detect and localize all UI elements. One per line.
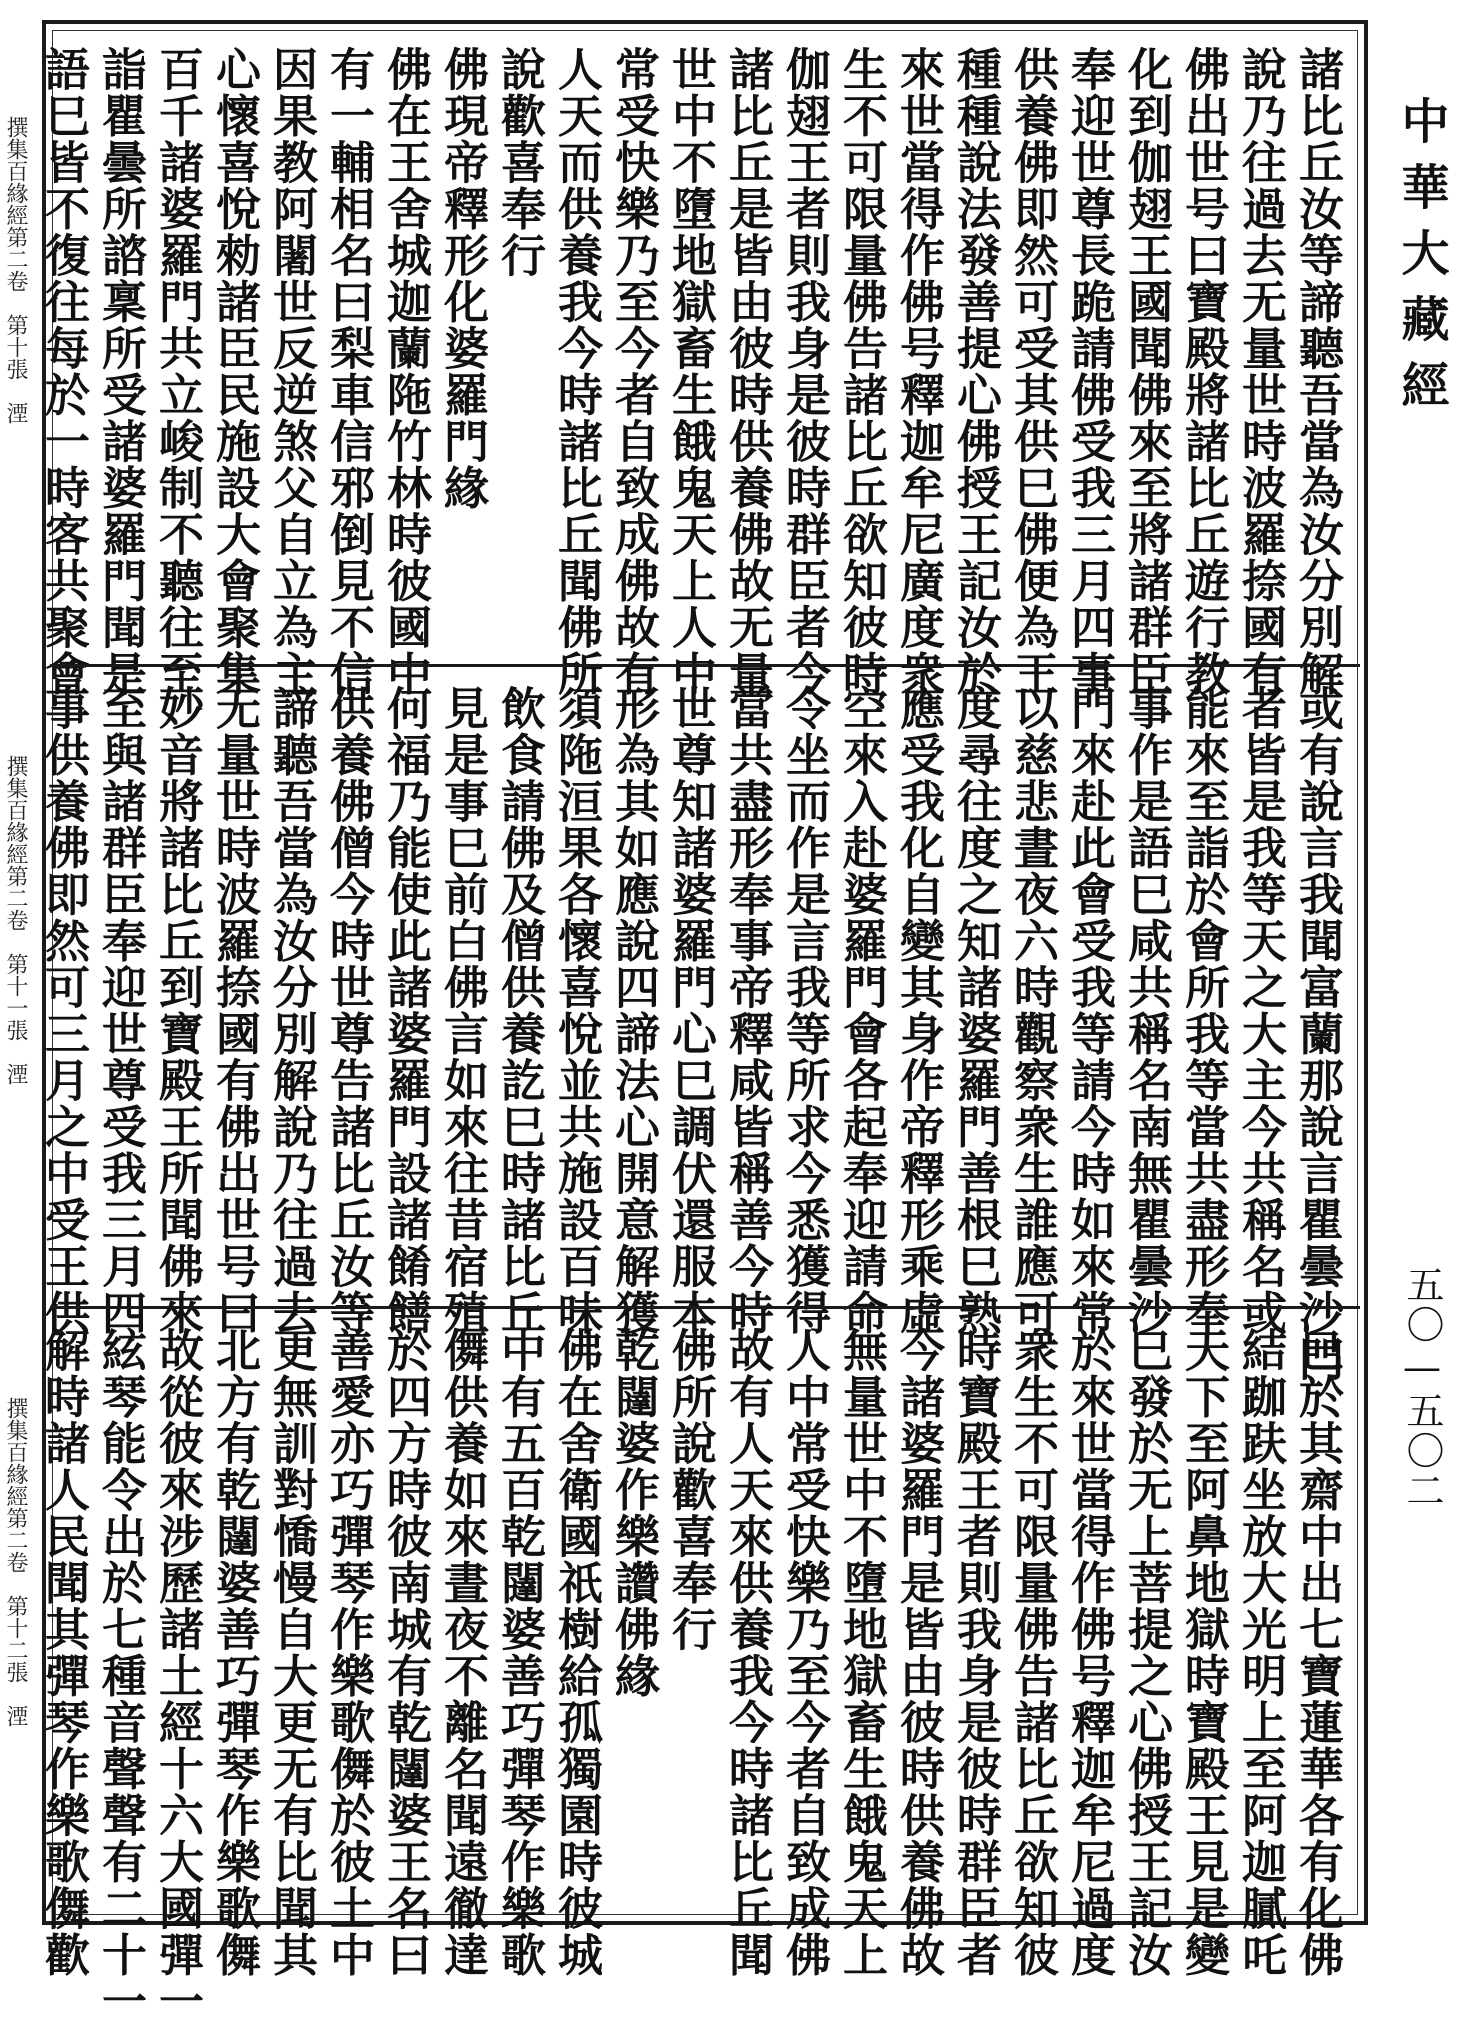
text-column: 諦聽吾當為汝分別解說乃往過去 bbox=[265, 685, 318, 1336]
text-column: 何福乃能使此諸婆羅門設諸餚饍 bbox=[379, 685, 432, 1336]
text-column: 度尋往度之知諸婆羅門善根巳熟 bbox=[949, 685, 1002, 1336]
text-column: 事作是語巳咸共稱名南無瞿曇沙 bbox=[1120, 685, 1173, 1336]
text-column: 善愛亦巧彈琴作樂歌儛於彼土中 bbox=[322, 1327, 375, 1978]
text-column: 天下至阿鼻地獄時寶殿王見是變 bbox=[1177, 1327, 1230, 1978]
text-column: 中有五百乾闥婆善巧彈琴作樂歌 bbox=[493, 1327, 546, 1978]
text-column: 巳於其齋中出七寶蓮華各有化佛 bbox=[1291, 1327, 1344, 1978]
text-column: 佛在王舍城迦蘭陁竹林時彼國中 bbox=[379, 46, 432, 697]
text-column: 詣瞿曇所諮稟所受諸婆羅門聞是 bbox=[94, 46, 147, 697]
text-column: 百千諸婆羅門共立峻制不聽往至 bbox=[151, 46, 204, 697]
text-column: 者皆是我等天之大主今共稱名或 bbox=[1234, 685, 1287, 1336]
text-column: 心懷喜悅勑諸臣民施設大會聚集 bbox=[208, 46, 261, 697]
text-column: 伽翅王者則我身是彼時群臣者今 bbox=[778, 46, 831, 697]
text-column: 諸比丘是皆由彼時供養佛故无量 bbox=[721, 46, 774, 697]
text-column: 供養佛僧今時世尊告諸比丘汝等 bbox=[322, 685, 375, 1336]
text-column: 時寶殿王者則我身是彼時群臣者 bbox=[949, 1327, 1002, 1978]
text-column: 化到伽翅王國聞佛來至將諸群臣 bbox=[1120, 46, 1173, 697]
text-column: 事供養佛即然可三月之中受王供 bbox=[37, 685, 90, 1336]
text-column: 今諸婆羅門是皆由彼時供養佛故 bbox=[892, 1327, 945, 1978]
text-column: 形為其如應說四諦法心開意解獲 bbox=[607, 685, 660, 1336]
text-column: 至與諸群臣奉迎世尊受我三月四 bbox=[94, 685, 147, 1336]
collection-title: 中華大藏經 bbox=[1393, 96, 1449, 426]
text-column: 於四方時彼南城有乾闥婆王名曰 bbox=[379, 1327, 432, 1978]
text-column: 常受快樂乃至今者自致成佛故有 bbox=[607, 46, 660, 697]
text-column: 應受我化自變其身作帝釋形乘虛 bbox=[892, 685, 945, 1336]
text-column: 以慈悲晝夜六時觀察衆生誰應可 bbox=[1006, 685, 1059, 1336]
text-column: 有一輔相名曰梨車信邪倒見不信 bbox=[322, 46, 375, 697]
text-panel-middle bbox=[3, 664, 1360, 1383]
text-column: 解時諸人民聞其彈琴作樂歌儛歡 bbox=[37, 1327, 90, 1978]
text-column: 北方有乾闥婆善巧彈琴作樂歌儛 bbox=[208, 1327, 261, 1978]
text-column: 說乃往過去无量世時波羅捺國有 bbox=[1234, 46, 1287, 697]
page-number: 五〇—五〇二 bbox=[1400, 1265, 1444, 1511]
text-column: 衆生不可限量佛告諸比丘欲知彼 bbox=[1006, 1327, 1059, 1978]
text-column: 奉迎世尊長跪請佛受我三月四事 bbox=[1063, 46, 1116, 697]
text-columns bbox=[0, 46, 1346, 697]
text-column: 諸比丘汝等諦聽吾當為汝分別解 bbox=[1291, 46, 1344, 697]
text-panel-top bbox=[3, 28, 1360, 697]
text-column: 无量世時波羅捺國有佛出世号曰 bbox=[208, 685, 261, 1336]
text-column: 當共盡形奉事帝釋咸皆稱善今時 bbox=[721, 685, 774, 1336]
text-column: 妙音將諸比丘到寶殿王所聞佛來 bbox=[151, 685, 204, 1336]
text-column: 人中常受快樂乃至今者自致成佛 bbox=[778, 1327, 831, 1978]
text-column: 絃琴能令出於七種音聲聲有二十一 bbox=[94, 1327, 147, 2025]
text-column: 更無訓對憍慢自大更无有比聞其 bbox=[265, 1327, 318, 1978]
sutra-footer-note: 撰集百緣經第二卷 第十一張 湮 bbox=[3, 755, 28, 1085]
text-column: 故從彼來涉歷諸土經十六大國彈一 bbox=[151, 1327, 204, 2025]
text-column: 生不可限量佛告諸比丘欲知彼時 bbox=[835, 46, 888, 697]
text-column: 來世當得作佛号釋迦牟尼廣度衆 bbox=[892, 46, 945, 697]
text-column: 世中不墮地獄畜生餓鬼天上人中 bbox=[664, 46, 717, 697]
text-column: 故有人天來供養我今時諸比丘聞 bbox=[721, 1327, 774, 1978]
sutra-footer-note: 撰集百緣經第二卷 第十張 湮 bbox=[3, 116, 28, 424]
text-column: 佛所說歡喜奉行 bbox=[664, 1327, 717, 1653]
text-column: 說歡喜奉行 bbox=[493, 46, 546, 279]
text-column: 佛現帝釋形化婆羅門緣 bbox=[436, 46, 489, 511]
text-column: 語巳皆不復往每於一時客共聚會 bbox=[37, 46, 90, 697]
text-column: 或有說言我聞富蘭那說言瞿曇沙門 bbox=[1291, 685, 1344, 1383]
text-column: 無量世中不墮地獄畜生餓鬼天上 bbox=[835, 1327, 888, 1978]
text-column: 乾闥婆作樂讚佛緣 bbox=[607, 1327, 660, 1699]
text-column: 須陁洹果各懷喜悅並共施設百味 bbox=[550, 685, 603, 1336]
text-column: 種種說法發善提心佛授王記汝於 bbox=[949, 46, 1002, 697]
text-column: 於來世當得作佛号釋迦牟尼過度 bbox=[1063, 1327, 1116, 1978]
text-panel-bottom bbox=[3, 1306, 1360, 2025]
text-columns bbox=[0, 1327, 1346, 2025]
text-column: 令坐而作是言我等所求今悉獲得 bbox=[778, 685, 831, 1336]
text-column: 飲食請佛及僧供養訖巳時諸比丘 bbox=[493, 685, 546, 1336]
text-column: 供養佛即然可受其供巳佛便為王 bbox=[1006, 46, 1059, 697]
text-columns bbox=[0, 685, 1346, 1383]
text-column: 見是事巳前白佛言如來往昔宿殖 bbox=[436, 685, 489, 1336]
text-column: 空來入赴婆羅門會各起奉迎請命 bbox=[835, 685, 888, 1336]
sutra-footer-note: 撰集百緣經第二卷 第十二張 湮 bbox=[3, 1397, 28, 1727]
text-column: 佛在舍衛國祇樹給孤獨園時彼城 bbox=[550, 1327, 603, 1978]
text-column: 世尊知諸婆羅門心巳調伏還服本 bbox=[664, 685, 717, 1336]
text-column: 巳發於无上菩提之心佛授王記汝 bbox=[1120, 1327, 1173, 1978]
text-column: 門來赴此會受我等請今時如來常 bbox=[1063, 685, 1116, 1336]
text-column: 佛出世号曰寶殿將諸比丘遊行教 bbox=[1177, 46, 1230, 697]
text-column: 因果教阿闍世反逆煞父自立為主 bbox=[265, 46, 318, 697]
text-column: 儛供養如來晝夜不離名聞遠徹達 bbox=[436, 1327, 489, 1978]
text-column: 結跏趺坐放大光明上至阿迦膩吒 bbox=[1234, 1327, 1287, 1978]
text-column: 能來至詣於會所我等當共盡形奉 bbox=[1177, 685, 1230, 1336]
text-column: 人天而供養我今時諸比丘聞佛所 bbox=[550, 46, 603, 697]
